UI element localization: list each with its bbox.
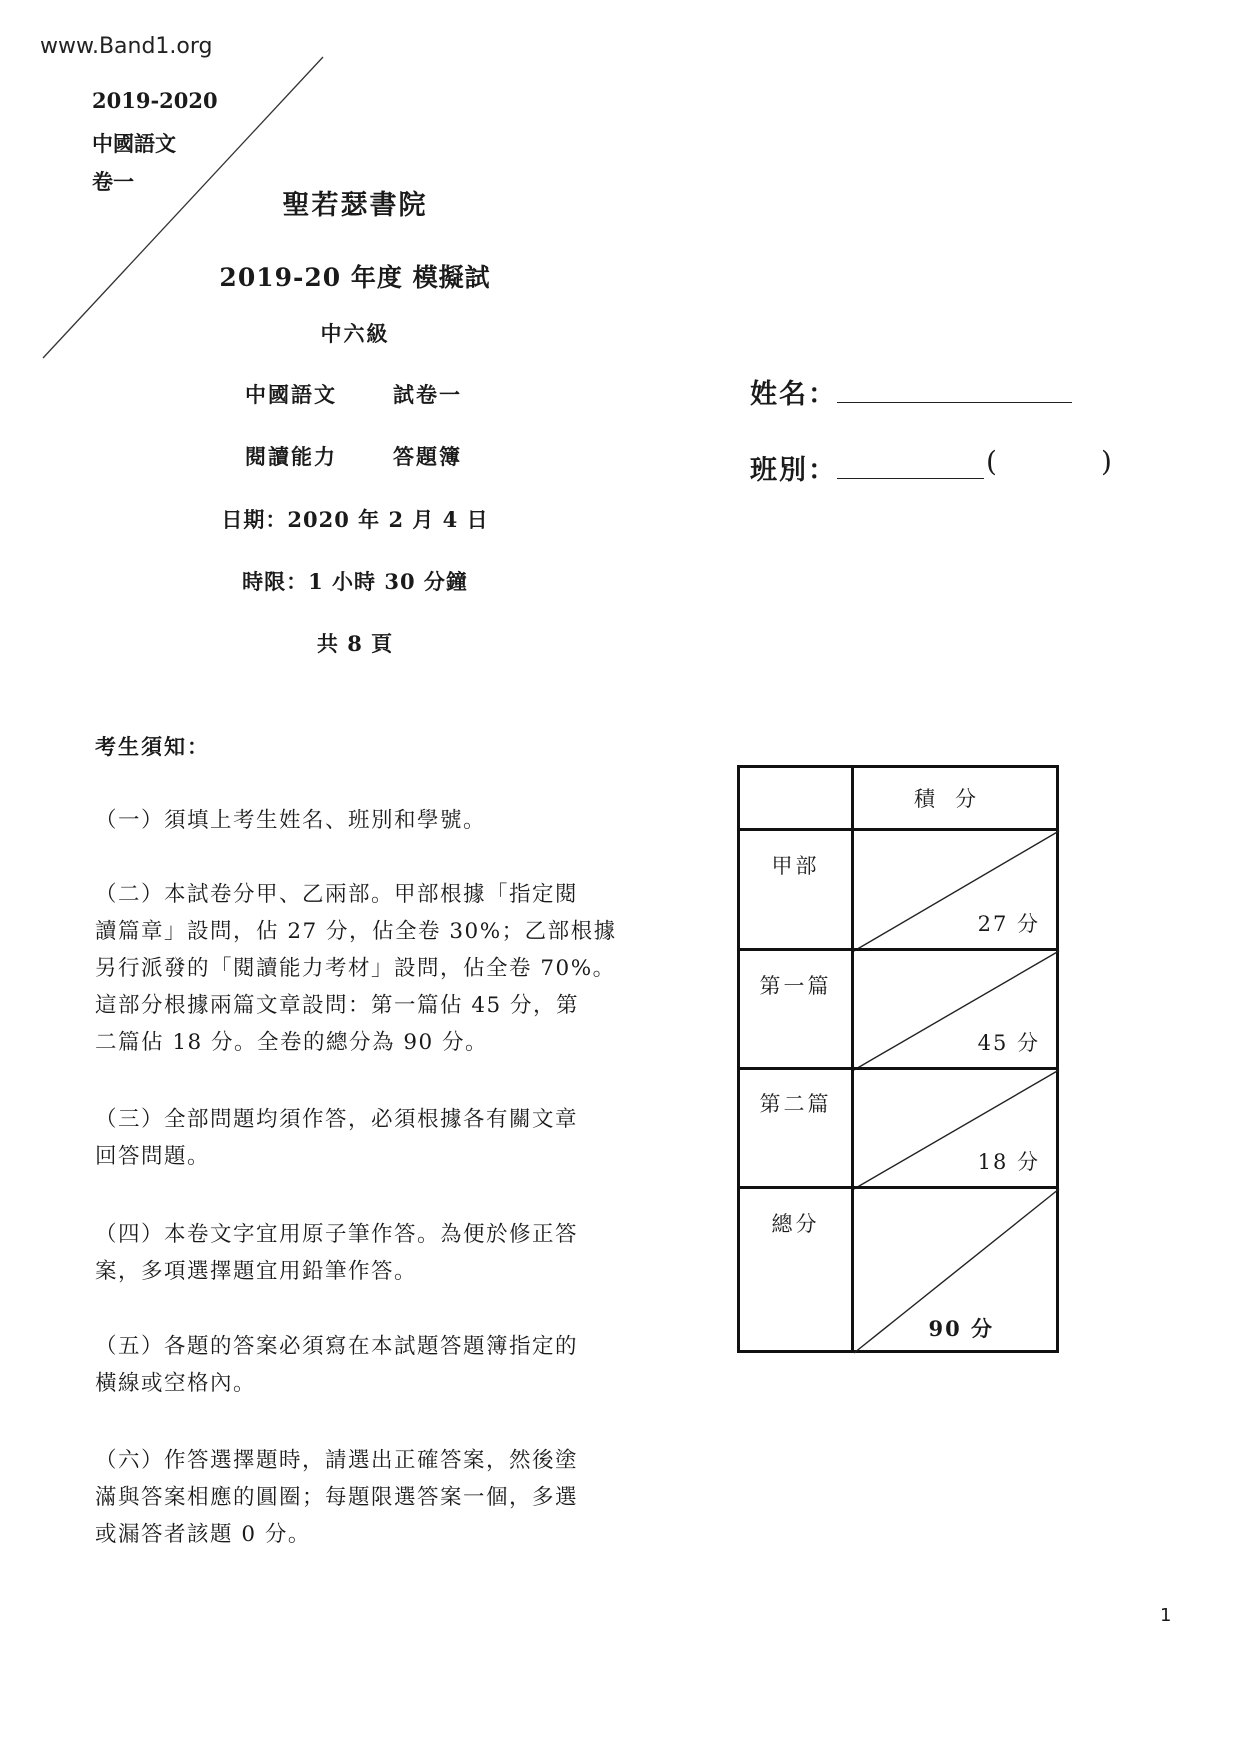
- notice-line: 這部分根據兩篇文章設問：第一篇佔 45 分，第: [95, 993, 580, 1018]
- exam-duration: 時限：1 小時 30 分鐘: [242, 569, 468, 594]
- row-label-part-a: 甲部: [771, 854, 820, 878]
- paren-open: (: [986, 445, 997, 478]
- row-points-passage-2: 18 分: [977, 1150, 1040, 1174]
- row-label-passage-1: 第一篇: [759, 974, 832, 998]
- corner-subject: 中國語文: [92, 131, 176, 156]
- exam-date: 日期：2020 年 2 月 4 日: [221, 507, 489, 532]
- score-header: 積分: [914, 787, 996, 811]
- notice-line: 或漏答者該題 0 分。: [95, 1522, 311, 1547]
- row-points-passage-1: 45 分: [977, 1031, 1040, 1055]
- corner-paper: 卷一: [92, 169, 134, 194]
- exam-title: 2019-20 年度 模擬試: [219, 263, 491, 292]
- notice-item-3: [95, 1101, 615, 1175]
- score-table: [737, 765, 1059, 1353]
- name-field[interactable]: [837, 402, 1072, 403]
- paren-close: ): [1101, 445, 1112, 478]
- notice-line: （一）須填上考生姓名、班別和學號。: [95, 808, 487, 833]
- notice-item-4: [95, 1216, 615, 1290]
- school-name: 聖若瑟書院: [282, 190, 428, 221]
- notice-line: （四）本卷文字宜用原子筆作答。為便於修正答: [95, 1222, 579, 1247]
- row-points-total: 90 分: [928, 1316, 994, 1341]
- booklet: 答題簿: [393, 444, 462, 469]
- corner-year: 2019-2020: [92, 88, 218, 113]
- subject-row: [0, 379, 600, 409]
- page-count: 共 8 頁: [316, 631, 394, 656]
- notice-line: 滿與答案相應的圓圈；每題限選答案一個，多選: [95, 1485, 579, 1510]
- notice-line: 案，多項選擇題宜用鉛筆作答。: [95, 1259, 418, 1284]
- notice-line: 回答問題。: [95, 1144, 211, 1169]
- class-label: 班別：: [750, 455, 837, 486]
- form-level: 中六級: [320, 321, 390, 346]
- notice-item-1: [95, 802, 615, 839]
- notice-line: 另行派發的「閱讀能力考材」設問，佔全卷 70%。: [95, 956, 616, 981]
- notice-title: 考生須知：: [95, 734, 210, 759]
- section-row: [0, 441, 600, 471]
- notice-line: （三）全部問題均須作答，必須根據各有關文章: [95, 1107, 579, 1132]
- row-label-passage-2: 第二篇: [759, 1092, 832, 1116]
- paper: 試卷一: [393, 382, 462, 407]
- notice-item-5: [95, 1328, 615, 1402]
- row-points-part-a: 27 分: [977, 912, 1040, 936]
- name-label: 姓名：: [750, 379, 837, 410]
- notice-line: 讀篇章」設問，佔 27 分，佔全卷 30%；乙部根據: [95, 919, 617, 944]
- row-label-total: 總分: [771, 1212, 820, 1236]
- notice-line: （二）本試卷分甲、乙兩部。甲部根據「指定閱: [95, 882, 579, 907]
- notice-line: （六）作答選擇題時，請選出正確答案，然後塗: [95, 1448, 579, 1473]
- site-url: www.Band1.org: [40, 34, 213, 59]
- notice-line: （五）各題的答案必須寫在本試題答題簿指定的: [95, 1334, 579, 1359]
- notice-line: 橫線或空格內。: [95, 1371, 257, 1396]
- notice-item-6: [95, 1442, 615, 1553]
- section: 閱讀能力: [245, 444, 337, 469]
- class-field[interactable]: [837, 478, 984, 479]
- page-number: 1: [1160, 1605, 1172, 1626]
- subject: 中國語文: [245, 382, 337, 407]
- notice-line: 二篇佔 18 分。全卷的總分為 90 分。: [95, 1030, 489, 1055]
- notice-item-2: [95, 876, 615, 1061]
